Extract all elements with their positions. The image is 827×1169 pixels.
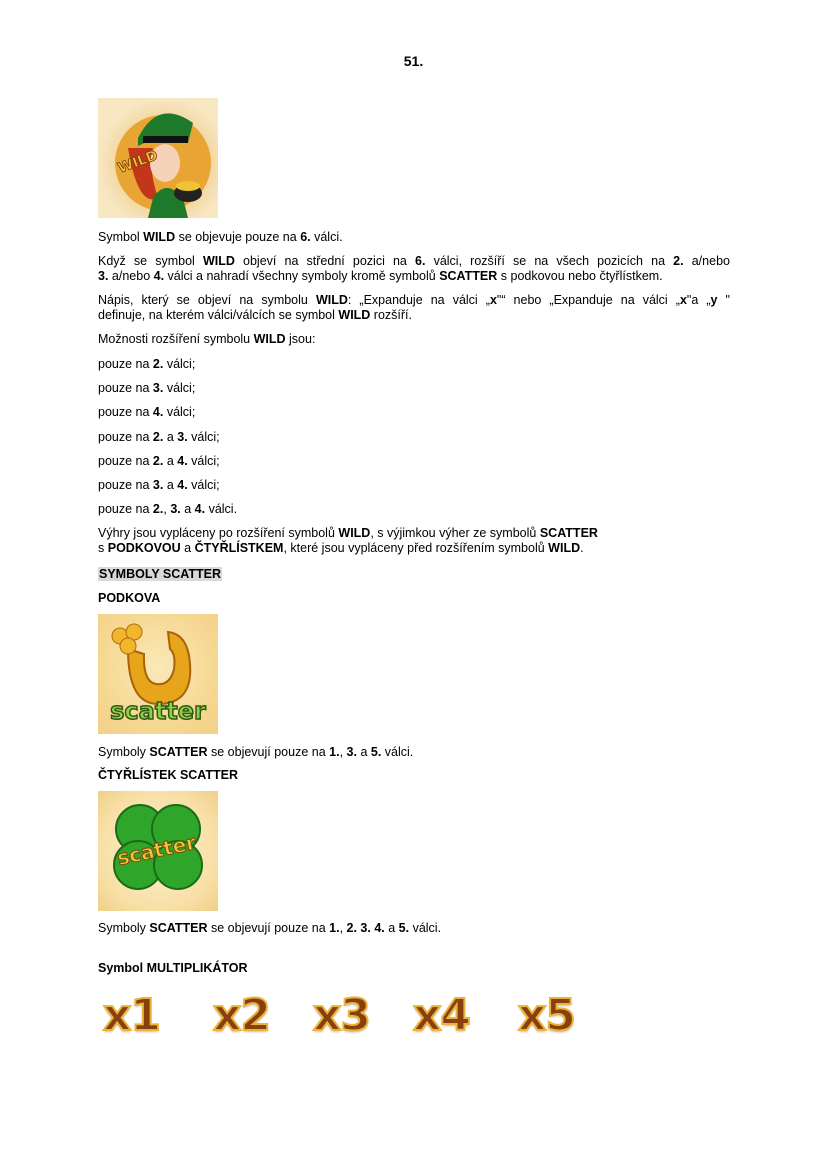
text-line bbox=[98, 308, 730, 323]
text: a bbox=[384, 921, 399, 935]
text: a bbox=[163, 478, 178, 492]
bold-text: 1. bbox=[329, 745, 340, 759]
text: válci; bbox=[187, 478, 220, 492]
bold-text: ČTYŘLÍSTKEM bbox=[194, 540, 284, 555]
bold-text: 2. bbox=[152, 454, 164, 468]
text: a bbox=[356, 745, 371, 759]
bold-text: WILD bbox=[143, 230, 176, 244]
multiplier-x2: x2 bbox=[213, 990, 270, 1041]
text-line bbox=[98, 332, 730, 347]
paragraph-clover-reels bbox=[98, 921, 730, 936]
text-line bbox=[98, 591, 730, 606]
bold-text: 3. bbox=[152, 478, 164, 492]
text-line bbox=[98, 478, 730, 493]
text-line bbox=[98, 745, 730, 760]
paragraph-option-7 bbox=[98, 502, 730, 517]
text: válci; bbox=[187, 430, 220, 444]
text: Výhry jsou vypláceny po rozšíření symbolů bbox=[98, 526, 339, 540]
bold-text: 2. bbox=[152, 430, 164, 444]
heading-multiplier bbox=[98, 961, 730, 976]
bold-text: 2. bbox=[673, 254, 684, 268]
paragraph-payout-note bbox=[98, 526, 730, 555]
paragraph-wild-options-intro bbox=[98, 332, 730, 347]
text-line bbox=[98, 454, 730, 469]
bold-text: 2. 3. 4. bbox=[346, 921, 385, 935]
bold-text: SCATTER bbox=[439, 268, 498, 283]
bold-text: WILD bbox=[253, 332, 286, 346]
text-line bbox=[98, 381, 730, 396]
text: "“ nebo „Expanduje na válci „ bbox=[496, 293, 680, 307]
text: a/nebo bbox=[108, 268, 154, 283]
page-number: 51. bbox=[403, 53, 424, 69]
clover-scatter-image bbox=[98, 791, 218, 911]
text: válci, rozšíří se na všech pozicích na bbox=[425, 254, 674, 268]
bold-text: 6. bbox=[415, 254, 426, 268]
paragraph-option-3 bbox=[98, 405, 730, 420]
text: válci; bbox=[163, 405, 196, 419]
bold-text: SYMBOLY SCATTER bbox=[99, 567, 222, 581]
text: se objevují pouze na bbox=[207, 745, 330, 759]
bold-text: SCATTER bbox=[539, 526, 598, 540]
bold-text: y bbox=[710, 293, 718, 307]
text: válci; bbox=[187, 454, 220, 468]
paragraph-option-5 bbox=[98, 454, 730, 469]
bold-text: WILD bbox=[338, 526, 371, 540]
paragraph-option-2 bbox=[98, 381, 730, 396]
text: pouze na bbox=[98, 502, 153, 516]
paragraph-horseshoe-reels bbox=[98, 745, 730, 760]
text: , bbox=[339, 921, 347, 935]
bold-text: 3. bbox=[346, 745, 357, 759]
multiplier-x5: x5 bbox=[518, 990, 575, 1041]
text-line bbox=[98, 541, 730, 556]
text: pouze na bbox=[98, 478, 153, 492]
paragraph-option-4 bbox=[98, 430, 730, 445]
text: a bbox=[180, 540, 195, 555]
text: se objevuje pouze na bbox=[175, 230, 301, 244]
svg-text:scatter: scatter bbox=[115, 830, 199, 871]
bold-text: x bbox=[679, 293, 687, 307]
bold-text: ČTYŘLÍSTEK SCATTER bbox=[98, 768, 239, 782]
text-line bbox=[98, 230, 730, 245]
paragraph-wild-expand bbox=[98, 254, 730, 283]
bold-text: 3. bbox=[170, 502, 181, 516]
text: Symbol bbox=[98, 230, 144, 244]
bold-text: 1. bbox=[329, 921, 340, 935]
bold-text: WILD bbox=[202, 254, 235, 268]
svg-text:scatter: scatter bbox=[110, 697, 206, 725]
bold-text: 3. bbox=[177, 430, 188, 444]
paragraph-option-6 bbox=[98, 478, 730, 493]
text: . bbox=[580, 540, 584, 555]
text: objeví na střední pozici na bbox=[234, 254, 415, 268]
bold-text: 2. bbox=[152, 502, 164, 516]
text: válci. bbox=[409, 921, 442, 935]
text: pouze na bbox=[98, 405, 153, 419]
text: s podkovou nebo čtyřlístkem. bbox=[497, 268, 663, 283]
bold-text: WILD bbox=[548, 540, 581, 555]
text-line bbox=[98, 405, 730, 420]
text: a/nebo bbox=[683, 254, 730, 268]
bold-text: 4. bbox=[177, 454, 188, 468]
text-line bbox=[98, 357, 730, 372]
text: , bbox=[163, 502, 171, 516]
text: pouze na bbox=[98, 454, 153, 468]
bold-text: PODKOVOU bbox=[107, 540, 181, 555]
bold-text: 4. bbox=[152, 405, 164, 419]
text: : „Expanduje na válci „ bbox=[347, 293, 490, 307]
bold-text: WILD bbox=[315, 293, 348, 307]
bold-text: 4. bbox=[194, 502, 206, 516]
text: válci. bbox=[205, 502, 238, 516]
text-line bbox=[98, 961, 730, 976]
bold-text: x bbox=[489, 293, 497, 307]
bold-text: WILD bbox=[338, 307, 371, 322]
bold-text: SCATTER bbox=[149, 921, 208, 935]
text: Když se symbol bbox=[98, 254, 203, 268]
text: pouze na bbox=[98, 381, 153, 395]
bold-text: 5. bbox=[398, 921, 410, 935]
text: " bbox=[717, 293, 730, 307]
bold-text: 4. bbox=[177, 478, 188, 492]
text: , které jsou vypláceny před rozšířením symbolů bbox=[283, 540, 549, 555]
multiplier-x3: x3 bbox=[313, 990, 370, 1041]
text: válci. bbox=[381, 745, 414, 759]
text: , s výjimkou výher ze symbolů bbox=[370, 526, 540, 540]
heading-horseshoe bbox=[98, 591, 730, 606]
text: Možnosti rozšíření symbolu bbox=[98, 332, 254, 346]
text-line bbox=[98, 269, 730, 284]
text-line bbox=[98, 768, 730, 783]
heading-clover bbox=[98, 768, 730, 783]
text-line bbox=[98, 526, 730, 541]
bold-text: 4. bbox=[153, 268, 165, 283]
text: a bbox=[163, 430, 178, 444]
bold-text: 6. bbox=[300, 230, 311, 244]
text: pouze na bbox=[98, 430, 153, 444]
paragraph-option-1 bbox=[98, 357, 730, 372]
text: s bbox=[98, 540, 108, 555]
text: jsou: bbox=[285, 332, 316, 346]
multiplier-x1: x1 bbox=[103, 990, 160, 1041]
text: válci; bbox=[163, 357, 196, 371]
text: se objevují pouze na bbox=[207, 921, 330, 935]
text: definuje, na kterém válci/válcích se symbol bbox=[98, 307, 339, 322]
text-line bbox=[98, 430, 730, 445]
text-line bbox=[98, 921, 730, 936]
text: válci a nahradí všechny symboly kromě symbolů bbox=[164, 268, 440, 283]
text: pouze na bbox=[98, 357, 153, 371]
text: , bbox=[339, 745, 347, 759]
text: a bbox=[180, 502, 195, 516]
bold-text: 2. bbox=[152, 357, 164, 371]
text-line bbox=[98, 502, 730, 517]
horseshoe-scatter-image bbox=[98, 614, 218, 734]
bold-text: 3. bbox=[152, 381, 164, 395]
text-line bbox=[98, 254, 730, 269]
paragraph-wild-caption bbox=[98, 293, 730, 322]
bold-text: 5. bbox=[370, 745, 382, 759]
text-line bbox=[98, 293, 730, 308]
heading-scatter bbox=[98, 567, 730, 582]
multiplier-x4: x4 bbox=[413, 990, 470, 1041]
text: "a „ bbox=[686, 293, 711, 307]
bold-text: Symbol MULTIPLIKÁTOR bbox=[98, 961, 248, 975]
bold-text: PODKOVA bbox=[98, 591, 161, 605]
svg-text:WILD: WILD bbox=[115, 147, 161, 177]
wild-symbol-image bbox=[98, 98, 218, 218]
text-line bbox=[98, 567, 730, 582]
text: a bbox=[163, 454, 178, 468]
text: Nápis, který se objeví na symbolu bbox=[98, 293, 316, 307]
text: Symboly bbox=[98, 921, 150, 935]
paragraph-wild-appears bbox=[98, 230, 730, 245]
text: válci; bbox=[163, 381, 196, 395]
bold-text: 3. bbox=[98, 268, 109, 283]
text: rozšíří. bbox=[370, 307, 412, 322]
bold-text: SCATTER bbox=[149, 745, 208, 759]
text: válci. bbox=[310, 230, 343, 244]
text: Symboly bbox=[98, 745, 150, 759]
